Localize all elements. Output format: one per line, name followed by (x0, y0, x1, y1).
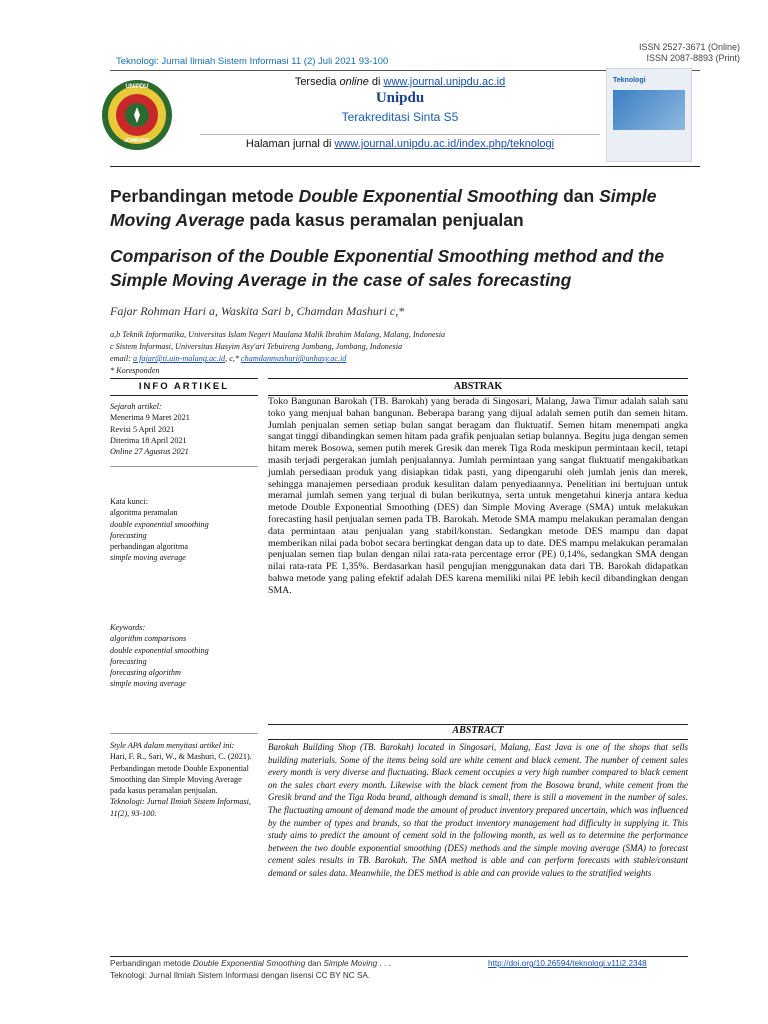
journal-site-link[interactable]: www.journal.unipdu.ac.id (383, 76, 506, 88)
journal-page-link[interactable]: www.journal.unipdu.ac.id/index.php/teknologi (334, 138, 555, 150)
history-received: Menerima 9 Maret 2021 (110, 413, 190, 423)
doi-link[interactable]: http://doi.org/10.26594/teknologi.v11i2.2348 (488, 959, 647, 968)
authors: Fajar Rohman Hari a, Waskita Sari b, Chamdan Mashuri c,* (110, 304, 405, 318)
abstrak-rule-top (268, 378, 688, 379)
history-block (110, 401, 258, 457)
keywords-label: Keywords: (110, 623, 146, 632)
affiliation-c: c Sistem Informasi, Universitas Hasyim Asy'ari Tebuireng Jombang, Jombang, Indonesia (110, 342, 403, 351)
logo-subtext: JOMBANG (124, 138, 150, 144)
citation-label: Style APA dalam menyitasi artikel ini: (110, 741, 235, 750)
history-revised: Revisi 5 April 2021 (110, 424, 175, 434)
top-rule (110, 166, 700, 167)
keyword-5: simple moving average (110, 679, 186, 689)
journal-cover-thumbnail (606, 68, 692, 162)
title-indonesian: Perbandingan metode Double Exponential Smoothing dan Simple Moving Average pada kasus peramalan penjualan (110, 186, 657, 230)
title-english: Comparison of the Double Exponential Smoothing method and the Simple Moving Average in the case of sales forecasting (110, 246, 665, 290)
issn-print: ISSN 2087-8893 (Print) (646, 53, 740, 63)
abstrak-text: Toko Bangunan Barokah (TB. Barokah) yang berada di Singosari, Malang, Jawa Timur adalah salah satu toko yang menjual bahan bangunan. Beberapa barang yang dijual adalah semen putih dan semen hitam. Jumlah penjualan semen setiap bulan sangat beragam dan fluktuatif. Semen hitam menempati angka sangat tinggi dibandingkan semen hitam pada grafik penjualan setiap bulannya. Begitu juga dengan semen hitam merek Bosowa, semen putih merek Gresik dan merek Tiga Roda meskipun permintaan kecil, tetapi masih terjadi pergerakan jumlah penjualannya. Jumlah permintaan yang sangat fluktuatif mengakibatkan jumlah persediaan produk yang disiapkan tidak pasti, yang dipengaruhi oleh jumlah jenis dan merek, sehingga manajemen persediaan produk kesulitan dalam penyediaannya. Penelitian ini bertujuan untuk meramal jumlah semen yang terjual di bulan berikutnya, serta untuk mengetahui kinerja antara kedua metode Double Exponential Smoothing (DES) dan Simple Moving Average (SMA) untuk melakukan forecasting hasil penjualan semen pada TB. Barokah. Metode SMA mampu melakukan peramalan dengan data permintaan atau penjualan yang stabil/konstan. Sedangkan metode DES mampu dan dapat memberikan nilai pada bobot secara bertingkat dengan data up to date. DES mampu melakukan peramalan penjualan semen tiap bulan dengan nilai rata-rata percentage error (PE) 0,14%, sedangkan SMA dengan nilai rata-rata PE 1,35%. Berdasarkan hasil pengujian menggunakan data dari TB. Barokah didapatkan bahwa metode yang paling efektif adalah DES karena memiliki nilai PE lebih kecil dibandingkan dengan SMA. (268, 396, 688, 596)
history-label: Sejarah artikel: (110, 402, 162, 411)
abstrak-heading: ABSTRAK (453, 381, 503, 392)
keyword-1: algorithm comparisons (110, 634, 187, 644)
keyword-2: double exponential smoothing (110, 645, 209, 655)
info-rule-top (110, 378, 258, 379)
info-heading: INFO ARTIKEL (138, 381, 230, 392)
history-online: Online 27 Agustus 2021 (110, 447, 189, 457)
history-accepted: Diterima 18 April 2021 (110, 435, 187, 445)
running-journal-header: Teknologi: Jurnal Ilmiah Sistem Informasi 11 (2) Juli 2021 93-100 (116, 56, 389, 67)
kata-kunci-4: perbandingan algoritma (110, 542, 188, 552)
email-c-link[interactable]: chamdanmashuri@unhasy.ac.id (241, 354, 347, 363)
accreditation: Terakreditasi Sinta S5 (341, 110, 459, 124)
logo-text: UNIPDU (125, 84, 149, 90)
kata-kunci-2: double exponential smoothing (110, 519, 209, 529)
citation-text: Hari, F. R., Sari, W., & Mashuri, C. (2021). Perbandingan metode Double Exponential Smoothing dan Simple Moving Average pada kasus peramalan penjualan. (110, 752, 252, 796)
affiliation-ab: a,b Teknik Informatika, Universitas Islam Negeri Maulana Malik Ibrahim Malang, Malang, Indonesia (110, 330, 446, 339)
email-line: email: a fajar@ti.uin-malang.ac.id, c,* chamdanmashuri@unhasy.ac.id (110, 354, 347, 363)
kata-kunci-5: simple moving average (110, 553, 186, 563)
cover-art (613, 90, 685, 130)
info-rule-bottom (110, 395, 258, 396)
keyword-4: forecasting algorithm (110, 668, 181, 678)
abstract-rule-bottom (268, 739, 688, 740)
publisher-rule (200, 134, 600, 135)
journal-page-line: Halaman jurnal di www.journal.unipdu.ac.id/index.php/teknologi (245, 138, 555, 150)
keyword-3: forecasting (110, 656, 147, 666)
email-a-link[interactable]: a fajar@ti.uin-malang.ac.id (132, 354, 226, 363)
info-divider-1 (110, 466, 258, 467)
info-divider-2 (110, 733, 258, 734)
footer-license: Teknologi: Jurnal Ilmiah Sistem Informasi dengan lisensi CC BY NC SA. (110, 971, 371, 980)
kata-kunci-label: Kata kunci: (110, 497, 148, 506)
footer-rule (110, 956, 688, 957)
corresponding-note: * Koresponden (110, 366, 160, 375)
kata-kunci-3: forecasting (110, 530, 147, 540)
publisher-name: Unipdu (375, 90, 425, 106)
citation-block (110, 740, 258, 819)
citation-journal: Teknologi: Jurnal Ilmiah Sistem Informasi, 11(2), 93-100. (110, 797, 251, 818)
kata-kunci-block (110, 496, 258, 564)
issn-online: ISSN 2527-3671 (Online) (638, 42, 740, 52)
abstract-text: Barokah Building Shop (TB. Barokah) located in Singosari, Malang, East Java is one of the shops that sells building materials. Some of the items being sold are white cement and black cement. The number of cement sales every month is very diverse and fluctuating. Black cement occupies a very high number compared to black cement on the sales chart every month. Likewise with the black cement from the Bosowa brand, white cement from the Gresik brand and the Tiga Roda brand, although demand is small, there is still a movement in the number of sales. The fluctuating amount of demand made the amount of product inventory prepared uncertain, which was influenced by the number of types and brands, so that the product inventory management had difficulty in supplying it. This study aims to predict the amount of cement sold in the following month, as well as to determine the performance between the two double exponential smoothing (DES) methods and the simple moving average (SMA) to forecast cement sales results in TB. Barokah. The SMA method is able and can perform forecasts with stable/constant demand or sales data. Meanwhile, the DES method is able and can provide values to the stratified weights (268, 742, 688, 878)
cover-title: Teknologi (613, 77, 646, 84)
availability-line: Tersedia online di www.journal.unipdu.ac.id (294, 76, 506, 88)
abstract-heading: ABSTRACT (452, 725, 504, 736)
keywords-block (110, 622, 258, 690)
kata-kunci-1: algoritma peramalan (110, 508, 178, 518)
footer-title-line: Perbandingan metode Double Exponential Smoothing dan Simple Moving . . . (110, 959, 391, 968)
